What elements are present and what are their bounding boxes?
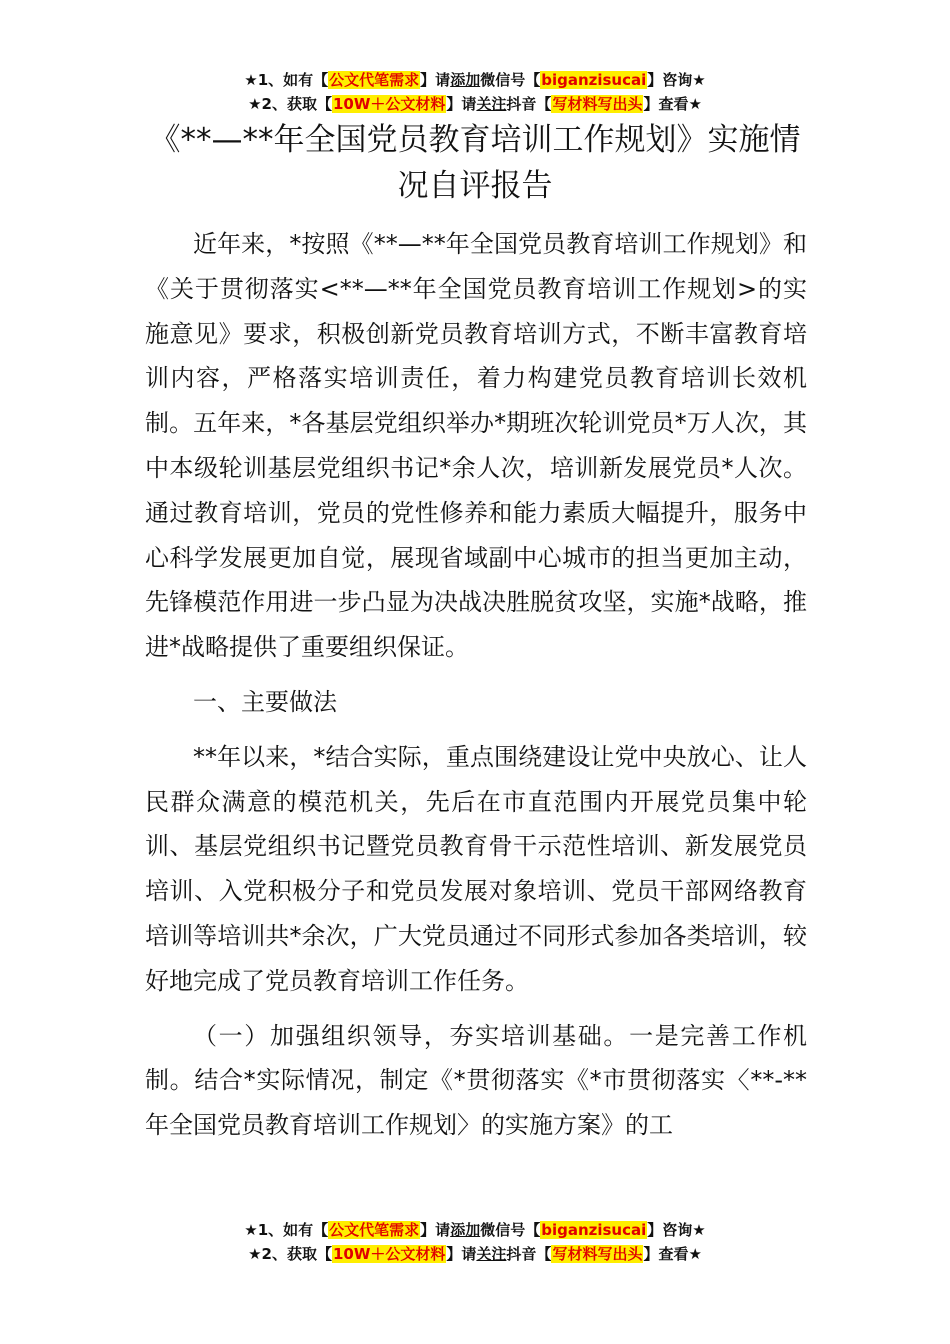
promo-line-2 — [0, 1242, 950, 1266]
promo-highlight: biganzisucai — [541, 1221, 647, 1239]
promo-text: 】查看★ — [643, 1245, 702, 1263]
promo-underlined: 添加 — [450, 71, 481, 89]
promo-highlight: 写材料写出头 — [552, 1245, 643, 1263]
promo-line-1 — [0, 1218, 950, 1242]
promo-text: 】咨询★ — [647, 71, 706, 89]
promo-text: ★2、获取【 — [248, 95, 332, 113]
promo-text: 微信号【 — [480, 71, 541, 89]
promo-underlined: 添加 — [450, 1221, 481, 1239]
top-promo-banner — [0, 68, 950, 116]
bottom-promo-banner — [0, 1218, 950, 1266]
promo-text: 】请 — [420, 1221, 451, 1239]
promo-highlight: 10W＋公文材料 — [332, 1245, 446, 1263]
section-heading: 一、主要做法 — [193, 687, 337, 716]
promo-underlined: 关注 — [476, 1245, 507, 1263]
paragraph-intro: 近年来，*按照《**—**年全国党员教育培训工作规划》和《关于贯彻落实<**—**年全国党员教育培训工作规划>的实施意见》要求，积极创新党员教育培训方式，不断丰富教育培训内容，严格落实培训责任，着力构建党员教育培训长效机制。五年来，*各基层党组织举办*期班次轮训党员*万人次，其中本级轮训基层党组织书记*余人次，培训新发展党员*人次。通过教育培训，党员的党性修养和能力素质大幅提升，服务中心科学发展更加自觉，展现省域副中心城市的担当更加主动，先锋模范作用进一步凸显为决战决胜脱贫攻坚，实施*战略，推进*战略提供了重要组织保证。 — [145, 230, 807, 662]
promo-text: ★1、如有【 — [244, 1221, 329, 1239]
promo-text: ★1、如有【 — [244, 71, 329, 89]
promo-text: 抖音【 — [506, 1245, 552, 1263]
promo-highlight: 公文代笔需求 — [329, 71, 420, 89]
paragraph-subsection-1: （一）加强组织领导，夯实培训基础。一是完善工作机制。结合*实际情况，制定《*贯彻落实《*市贯彻落实〈**-**年全国党员教育培训工作规划〉的实施方案》的工 — [145, 1021, 807, 1140]
promo-line-1 — [0, 68, 950, 92]
promo-text: 微信号【 — [480, 1221, 541, 1239]
promo-text: 】请 — [420, 71, 451, 89]
promo-line-2 — [0, 92, 950, 116]
promo-highlight: 公文代笔需求 — [329, 1221, 420, 1239]
promo-text: 】请 — [446, 95, 477, 113]
promo-text: 】请 — [446, 1245, 477, 1263]
promo-highlight: biganzisucai — [541, 71, 647, 89]
document-body — [145, 222, 807, 1148]
promo-highlight: 10W＋公文材料 — [332, 95, 446, 113]
promo-text: 抖音【 — [506, 95, 552, 113]
promo-highlight: 写材料写出头 — [552, 95, 643, 113]
promo-text: ★2、获取【 — [248, 1245, 332, 1263]
promo-text: 】查看★ — [643, 95, 702, 113]
paragraph-practices: **年以来，*结合实际，重点围绕建设让党中央放心、让人民群众满意的模范机关，先后在市直范围内开展党员集中轮训、基层党组织书记暨党员教育骨干示范性培训、新发展党员培训、入党积极分子和党员发展对象培训、党员干部网络教育培训等培训共*余次，广大党员通过不同形式参加各类培训，较好地完成了党员教育培训工作任务。 — [145, 742, 807, 995]
document-title: 《**—**年全国党员教育培训工作规划》实施情况自评报告 — [149, 122, 801, 204]
promo-underlined: 关注 — [476, 95, 507, 113]
promo-text: 】咨询★ — [647, 1221, 706, 1239]
